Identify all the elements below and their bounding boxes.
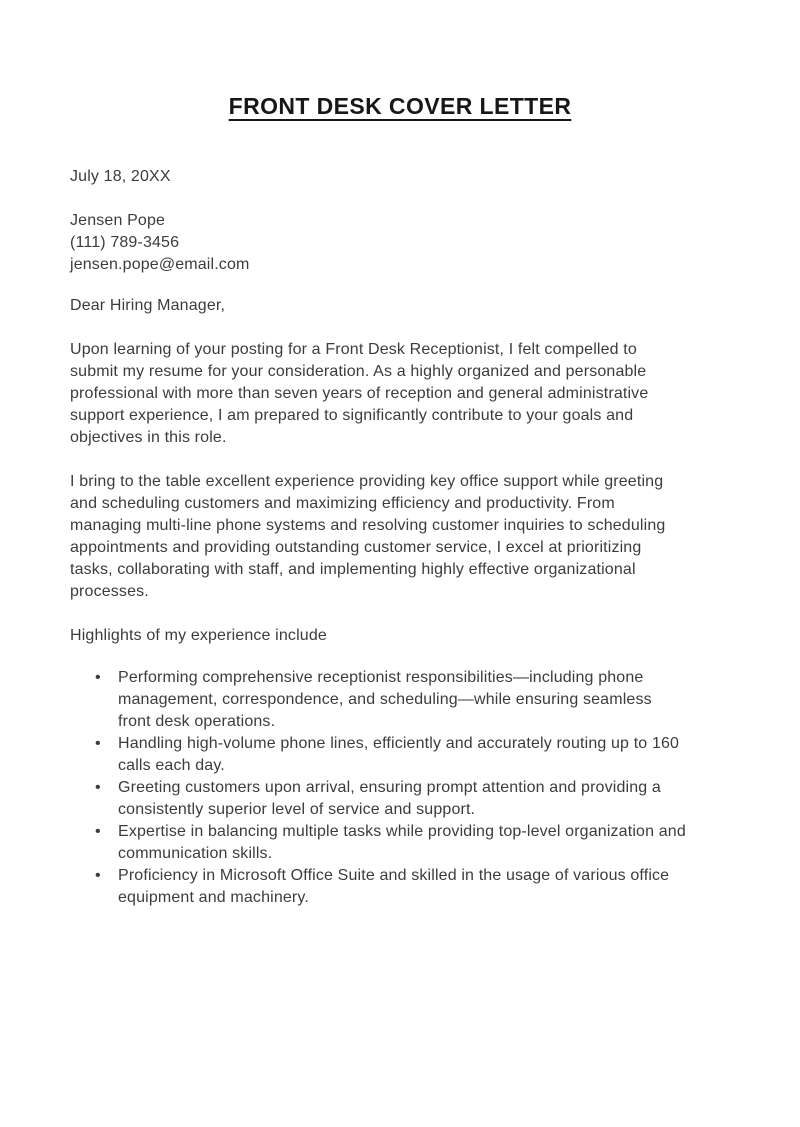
body-paragraphs <box>70 339 730 603</box>
highlight-line: calls each day. <box>118 757 225 774</box>
highlight-item <box>70 667 730 733</box>
highlight-line: front desk operations. <box>118 713 276 730</box>
highlight-item <box>70 865 730 909</box>
highlight-line: Performing comprehensive receptionist responsibilities—including phone <box>118 669 644 686</box>
paragraph-line: Upon learning of your posting for a Front Desk Receptionist, I felt compelled to <box>70 341 637 358</box>
paragraph-line: appointments and providing outstanding customer service, I excel at prioritizing <box>70 539 642 556</box>
paragraph-line: tasks, collaborating with staff, and implementing highly effective organizational <box>70 561 636 578</box>
letter-date: July 18, 20XX <box>70 168 171 185</box>
cover-letter-page <box>0 92 800 1127</box>
highlight-line: consistently superior level of service and support. <box>118 801 476 818</box>
paragraph-line: professional with more than seven years of reception and general administrative <box>70 385 649 402</box>
highlight-item <box>70 777 730 821</box>
highlight-line: equipment and machinery. <box>118 889 309 906</box>
paragraph-line: and scheduling customers and maximizing efficiency and productivity. From <box>70 495 615 512</box>
highlights-list <box>70 667 730 909</box>
highlight-item <box>70 821 730 865</box>
highlights-heading: Highlights of my experience include <box>70 627 327 644</box>
paragraph-line: submit my resume for your consideration. As a highly organized and personable <box>70 363 647 380</box>
bullet-icon: • <box>95 735 101 752</box>
bullet-icon: • <box>95 669 101 686</box>
paragraph-line: support experience, I am prepared to significantly contribute to your goals and <box>70 407 634 424</box>
sender-email: jensen.pope@email.com <box>70 256 250 273</box>
highlight-line: communication skills. <box>118 845 273 862</box>
bullet-icon: • <box>95 779 101 796</box>
salutation: Dear Hiring Manager, <box>70 297 226 314</box>
paragraph-line: managing multi-line phone systems and resolving customer inquiries to scheduling <box>70 517 666 534</box>
paragraph-line: objectives in this role. <box>70 429 227 446</box>
sender-phone: (111) 789-3456 <box>70 234 180 251</box>
highlight-line: Handling high-volume phone lines, efficiently and accurately routing up to 160 <box>118 735 680 752</box>
sender-contact-block <box>70 210 730 276</box>
paragraph-line: processes. <box>70 583 149 600</box>
sender-name: Jensen Pope <box>70 212 166 229</box>
highlight-line: Greeting customers upon arrival, ensuring prompt attention and providing a <box>118 779 661 796</box>
highlight-line: Proficiency in Microsoft Office Suite and skilled in the usage of various office <box>118 867 670 884</box>
highlight-item <box>70 733 730 777</box>
bullet-icon: • <box>95 823 101 840</box>
bullet-icon: • <box>95 867 101 884</box>
paragraph-line: I bring to the table excellent experience providing key office support while greeting <box>70 473 664 490</box>
letter-title: FRONT DESK COVER LETTER <box>228 93 572 119</box>
body-paragraph <box>70 471 730 603</box>
highlight-line: Expertise in balancing multiple tasks while providing top-level organization and <box>118 823 686 840</box>
highlight-line: management, correspondence, and scheduling—while ensuring seamless <box>118 691 652 708</box>
body-paragraph <box>70 339 730 449</box>
